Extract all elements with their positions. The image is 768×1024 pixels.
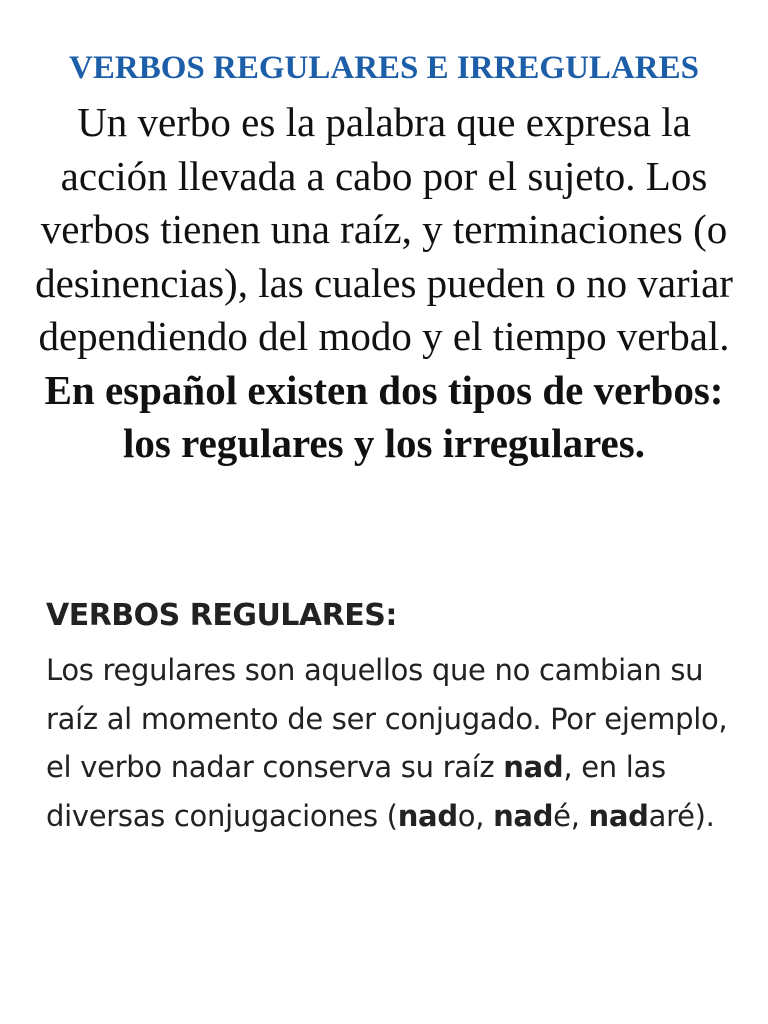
example-separator: , (475, 798, 494, 833)
intro-paragraph (34, 96, 734, 471)
section-heading-regular-verbs: VERBOS REGULARES: (46, 598, 397, 633)
example-separator: , (570, 798, 589, 833)
root-highlight: nad (503, 750, 564, 784)
example-ending: é (553, 798, 571, 833)
paragraph-closing: ). (694, 798, 715, 833)
intro-emphasis-text: En español existen dos tipos de verbos: los regulares y los irregulares. (44, 366, 724, 466)
example-ending: o (457, 798, 476, 833)
section-paragraph (46, 646, 746, 840)
intro-text: Un verbo es la palabra que expresa la acción llevada a cabo por el sujeto. Los verbos tienen una raíz, y terminaciones (o desinencias), las cuales pueden o no variar dependiendo del modo y el tiempo verbal. (35, 99, 733, 359)
example-root: nad (397, 798, 458, 833)
example-root: nad (493, 798, 554, 833)
example-root: nad (588, 798, 649, 833)
example-ending: aré (648, 798, 695, 833)
document-title: VERBOS REGULARES E IRREGULARES (69, 50, 699, 86)
paragraph-text: Los regulares son aquellos que no cambian su raíz al momento de ser conjugado. Por ejemplo, el verbo nadar conserva su raíz (46, 653, 728, 784)
paragraph-continuation: , en las diversas conjugaciones ( (46, 750, 666, 833)
